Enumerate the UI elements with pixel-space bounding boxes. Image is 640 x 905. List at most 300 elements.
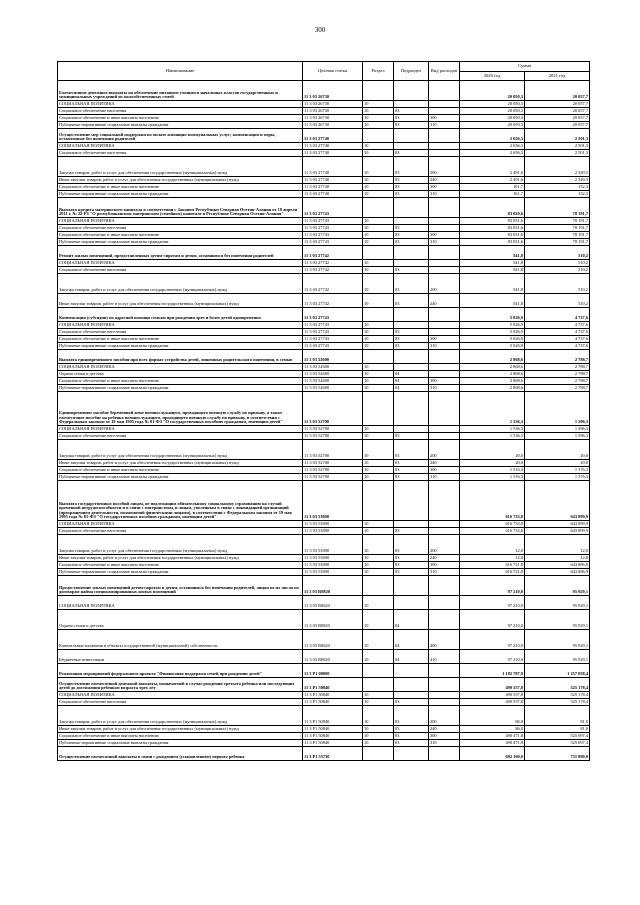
row-section: 10 bbox=[363, 433, 394, 440]
row-sum-year-1: 541,8 bbox=[460, 267, 525, 274]
row-sum-year-2: 510,2 bbox=[525, 260, 590, 267]
row-article: 11 3 03 R0820 bbox=[303, 650, 363, 664]
row-article: 11 3 03 52600 bbox=[303, 378, 363, 385]
row-expense-type bbox=[429, 528, 460, 535]
row-sum-year-1: 541,8 bbox=[460, 260, 525, 267]
row-article: 11 3 03 27743 bbox=[303, 198, 363, 218]
table-row bbox=[58, 232, 590, 239]
row-sum-year-2: 1 576,3 bbox=[525, 474, 590, 481]
table-row bbox=[58, 177, 590, 184]
row-subsection: 03 bbox=[394, 108, 429, 115]
row-article: 11 3 03 26730 bbox=[303, 108, 363, 115]
row-name: Публичные нормативные социальные выплаты гражданам bbox=[58, 343, 303, 350]
table-row bbox=[58, 692, 590, 699]
row-expense-type bbox=[429, 198, 460, 218]
row-expense-type: 240 bbox=[429, 726, 460, 733]
row-sum-year-2: 95 929,1 bbox=[525, 576, 590, 596]
row-expense-type: 310 bbox=[429, 474, 460, 481]
row-sum-year-2: 20,0 bbox=[525, 460, 590, 467]
row-article: 11 3 P1 50840 bbox=[303, 678, 363, 692]
row-sum-year-2: 78 191,7 bbox=[525, 225, 590, 232]
row-section: 10 bbox=[363, 122, 394, 129]
row-sum-year-2: 95 929,1 bbox=[525, 610, 590, 630]
row-sum-year-2: 525 178,4 bbox=[525, 678, 590, 692]
row-section: 10 bbox=[363, 440, 394, 460]
row-name: Социальное обеспечение и иные выплаты населению bbox=[58, 336, 303, 343]
row-section: 10 bbox=[363, 535, 394, 555]
table-row bbox=[58, 336, 590, 343]
row-article: 11 3 03 27742 bbox=[303, 274, 363, 294]
row-sum-year-1: 83 031,6 bbox=[460, 239, 525, 246]
row-section: 10 bbox=[363, 610, 394, 630]
row-name: Выплата кредита материнского капитала в соответствии с Законом Республики Северная Осетия-Алания от 18 апреля 2011 г. № 22-РЗ "О республиканском материнском (семейном) капитале в Республике Северная Осетия-Алания" bbox=[58, 198, 303, 218]
row-subsection: 03 bbox=[394, 555, 429, 562]
row-sum-year-1: 541,8 bbox=[460, 246, 525, 260]
row-article: 11 3 P1 00000 bbox=[303, 664, 363, 678]
row-section: 10 bbox=[363, 385, 394, 392]
row-expense-type: 300 bbox=[429, 232, 460, 239]
row-name: Публичные нормативные социальные выплаты гражданам bbox=[58, 474, 303, 481]
row-expense-type: 310 bbox=[429, 239, 460, 246]
row-sum-year-1: 20,0 bbox=[460, 460, 525, 467]
table-row bbox=[58, 699, 590, 706]
row-article: 11 3 03 27742 bbox=[303, 267, 363, 274]
row-expense-type bbox=[429, 260, 460, 267]
row-name: Компенсации (субсидии) по адресной помощи семьям при рождении трех и более детей одновременно bbox=[58, 308, 303, 322]
row-subsection: 04 bbox=[394, 630, 429, 650]
row-name: Выплата единовременного пособия при всех формах устройства детей, лишенных родительского попечения, в семью bbox=[58, 350, 303, 364]
table-row bbox=[58, 569, 590, 576]
row-sum-year-2: 12,0 bbox=[525, 535, 590, 555]
row-subsection: 03 bbox=[394, 726, 429, 733]
row-expense-type bbox=[429, 747, 460, 761]
row-name: Осуществление ежемесячной выплаты в связи с рождением (усыновлением) первого ребенка bbox=[58, 747, 303, 761]
table-row bbox=[58, 678, 590, 692]
table-row bbox=[58, 426, 590, 433]
row-name: Охрана семьи и детства bbox=[58, 610, 303, 630]
row-sum-year-2: 95 929,1 bbox=[525, 650, 590, 664]
table-row bbox=[58, 747, 590, 761]
row-section bbox=[363, 481, 394, 521]
row-expense-type bbox=[429, 521, 460, 528]
row-subsection bbox=[394, 692, 429, 699]
row-section: 10 bbox=[363, 596, 394, 610]
row-section: 10 bbox=[363, 699, 394, 706]
row-subsection: 04 bbox=[394, 378, 429, 385]
row-sum-year-1: 1 536,3 bbox=[460, 426, 525, 433]
row-article: 11 3 03 27743 bbox=[303, 232, 363, 239]
row-name: СОЦИАЛЬНАЯ ПОЛИТИКА bbox=[58, 101, 303, 108]
row-name: Социальное обеспечение и иные выплаты населению bbox=[58, 378, 303, 385]
row-name: Социальное обеспечение и иные выплаты населению bbox=[58, 184, 303, 191]
table-row bbox=[58, 385, 590, 392]
row-expense-type bbox=[429, 576, 460, 596]
table-row bbox=[58, 218, 590, 225]
row-subsection: 03 bbox=[394, 569, 429, 576]
row-subsection: 03 bbox=[394, 699, 429, 706]
row-expense-type bbox=[429, 129, 460, 143]
row-name: Социальное обеспечение и иные выплаты населению bbox=[58, 232, 303, 239]
row-expense-type bbox=[429, 364, 460, 371]
row-name: Социальное обеспечение населения bbox=[58, 528, 303, 535]
row-expense-type bbox=[429, 392, 460, 426]
row-article: 11 3 03 52700 bbox=[303, 433, 363, 440]
row-sum-year-1: 5 026,9 bbox=[460, 322, 525, 329]
row-name: Социальное обеспечение и иные выплаты населению bbox=[58, 733, 303, 740]
row-sum-year-2: 95 929,1 bbox=[525, 630, 590, 650]
row-expense-type bbox=[429, 350, 460, 364]
table-row bbox=[58, 329, 590, 336]
row-section: 10 bbox=[363, 467, 394, 474]
row-expense-type bbox=[429, 143, 460, 150]
row-name: Социальное обеспечение и иные выплаты населению bbox=[58, 467, 303, 474]
row-expense-type: 300 bbox=[429, 115, 460, 122]
row-sum-year-1: 616 733,8 bbox=[460, 521, 525, 528]
row-sum-year-1: 2 868,6 bbox=[460, 378, 525, 385]
table-row bbox=[58, 467, 590, 474]
table-row bbox=[58, 122, 590, 129]
row-expense-type bbox=[429, 108, 460, 115]
row-name: Предоставление жилых помещений детям-сиротам и детям, оставшимся без попечения родителей, лицам из их числа по договорам найма специализированных жилых помещений bbox=[58, 576, 303, 596]
header-year-2: 2021 год bbox=[525, 72, 590, 81]
row-subsection: 03 bbox=[394, 433, 429, 440]
row-sum-year-1: 20 050,3 bbox=[460, 108, 525, 115]
table-row bbox=[58, 433, 590, 440]
row-sum-year-2: 20 057,7 bbox=[525, 122, 590, 129]
table-row bbox=[58, 726, 590, 733]
row-section: 10 bbox=[363, 474, 394, 481]
row-section: 10 bbox=[363, 150, 394, 157]
row-subsection bbox=[394, 308, 429, 322]
row-name: СОЦИАЛЬНАЯ ПОЛИТИКА bbox=[58, 143, 303, 150]
row-expense-type: 240 bbox=[429, 294, 460, 308]
row-sum-year-2: 2 788,7 bbox=[525, 385, 590, 392]
row-sum-year-1: 1 516,3 bbox=[460, 467, 525, 474]
row-sum-year-1: 83 031,6 bbox=[460, 218, 525, 225]
row-sum-year-2: 510,2 bbox=[525, 274, 590, 294]
row-sum-year-1: 2 656,3 bbox=[460, 129, 525, 143]
row-sum-year-1: 1 536,3 bbox=[460, 392, 525, 426]
row-expense-type bbox=[429, 150, 460, 157]
table-row bbox=[58, 115, 590, 122]
row-expense-type bbox=[429, 101, 460, 108]
row-sum-year-1: 2 868,6 bbox=[460, 371, 525, 378]
row-subsection bbox=[394, 81, 429, 101]
row-sum-year-2: 1 257 058,4 bbox=[525, 664, 590, 678]
row-article: 11 3 03 27743 bbox=[303, 343, 363, 350]
row-sum-year-1: 83 020,6 bbox=[460, 198, 525, 218]
row-section bbox=[363, 308, 394, 322]
row-section: 10 bbox=[363, 569, 394, 576]
row-article: 11 3 03 27742 bbox=[303, 260, 363, 267]
row-sum-year-1: 1 516,3 bbox=[460, 474, 525, 481]
row-subsection: 03 bbox=[394, 225, 429, 232]
row-sum-year-2: 525 097,4 bbox=[525, 740, 590, 747]
row-expense-type bbox=[429, 664, 460, 678]
row-subsection: 03 bbox=[394, 150, 429, 157]
table-row bbox=[58, 157, 590, 177]
row-section: 10 bbox=[363, 740, 394, 747]
row-expense-type: 200 bbox=[429, 706, 460, 726]
row-expense-type: 300 bbox=[429, 336, 460, 343]
table-row bbox=[58, 260, 590, 267]
row-subsection: 04 bbox=[394, 650, 429, 664]
row-sum-year-1: 616 733,8 bbox=[460, 528, 525, 535]
row-sum-year-1: 5 026,9 bbox=[460, 329, 525, 336]
row-name: Закупка товаров, работ и услуг для обеспечения государственных (муниципальных) нужд bbox=[58, 157, 303, 177]
row-subsection: 03 bbox=[394, 122, 429, 129]
row-sum-year-2: 2 349,5 bbox=[525, 157, 590, 177]
row-article: 11 3 03 52600 bbox=[303, 385, 363, 392]
row-subsection: 03 bbox=[394, 184, 429, 191]
row-subsection bbox=[394, 246, 429, 260]
row-subsection bbox=[394, 426, 429, 433]
row-subsection: 03 bbox=[394, 329, 429, 336]
row-section: 10 bbox=[363, 101, 394, 108]
row-subsection bbox=[394, 481, 429, 521]
row-section: 10 bbox=[363, 294, 394, 308]
row-section: 10 bbox=[363, 143, 394, 150]
table-row bbox=[58, 322, 590, 329]
row-sum-year-2: 2 501,3 bbox=[525, 150, 590, 157]
row-article: 11 3 P1 50840 bbox=[303, 740, 363, 747]
row-sum-year-2: 4 737,6 bbox=[525, 343, 590, 350]
row-article: 11 3 03 52600 bbox=[303, 364, 363, 371]
row-subsection bbox=[394, 747, 429, 761]
row-sum-year-1: 541,8 bbox=[460, 274, 525, 294]
row-expense-type: 310 bbox=[429, 385, 460, 392]
row-expense-type bbox=[429, 308, 460, 322]
row-subsection: 03 bbox=[394, 528, 429, 535]
row-name: Бюджетные инвестиции bbox=[58, 650, 303, 664]
row-subsection bbox=[394, 198, 429, 218]
row-name: Единовременное пособие беременной жене военнослужащего, проходящего военную службу по призыву, а также ежемесячное пособие на ребенка военнослужащего, проходящего военную службу по призыву, в соответствии с Федеральным законом от 19 мая 1995 года № 81-ФЗ "О государственных пособиях гражданам, имеющим детей" bbox=[58, 392, 303, 426]
row-article: 11 3 03 27740 bbox=[303, 191, 363, 198]
row-sum-year-2: 20 057,7 bbox=[525, 115, 590, 122]
table-row bbox=[58, 267, 590, 274]
table-row bbox=[58, 596, 590, 610]
table-row bbox=[58, 350, 590, 364]
row-subsection: 03 bbox=[394, 336, 429, 343]
table-row bbox=[58, 535, 590, 555]
row-expense-type bbox=[429, 678, 460, 692]
row-section: 10 bbox=[363, 218, 394, 225]
row-section bbox=[363, 81, 394, 101]
row-sum-year-2: 4 737,6 bbox=[525, 336, 590, 343]
row-sum-year-1: 83 031,6 bbox=[460, 225, 525, 232]
row-expense-type: 200 bbox=[429, 157, 460, 177]
row-sum-year-2: 152,3 bbox=[525, 184, 590, 191]
row-expense-type: 300 bbox=[429, 378, 460, 385]
row-name: Социальное обеспечение населения bbox=[58, 267, 303, 274]
row-sum-year-1: 5 026,9 bbox=[460, 336, 525, 343]
row-article: 11 3 03 27743 bbox=[303, 225, 363, 232]
table-row bbox=[58, 364, 590, 371]
table-row bbox=[58, 184, 590, 191]
row-article: 11 3 03 53800 bbox=[303, 481, 363, 521]
row-sum-year-1: 616 721,8 bbox=[460, 569, 525, 576]
row-sum-year-2: 20 057,7 bbox=[525, 81, 590, 101]
row-sum-year-1: 490 557,8 bbox=[460, 699, 525, 706]
table-row bbox=[58, 198, 590, 218]
row-expense-type: 310 bbox=[429, 569, 460, 576]
row-section: 10 bbox=[363, 630, 394, 650]
row-article: 11 3 P1 50840 bbox=[303, 706, 363, 726]
header-name: Наименование bbox=[58, 62, 303, 81]
row-sum-year-1: 490 557,8 bbox=[460, 692, 525, 699]
row-subsection bbox=[394, 322, 429, 329]
row-section: 10 bbox=[363, 329, 394, 336]
row-section bbox=[363, 576, 394, 596]
table-row bbox=[58, 650, 590, 664]
row-expense-type: 200 bbox=[429, 440, 460, 460]
table-row bbox=[58, 474, 590, 481]
table-body bbox=[58, 81, 590, 761]
row-article: 11 3 03 26730 bbox=[303, 122, 363, 129]
row-name: СОЦИАЛЬНАЯ ПОЛИТИКА bbox=[58, 692, 303, 699]
row-subsection bbox=[394, 129, 429, 143]
row-sum-year-1: 97 210,0 bbox=[460, 650, 525, 664]
row-section bbox=[363, 747, 394, 761]
row-article: 11 3 03 R0820 bbox=[303, 610, 363, 630]
table-row bbox=[58, 706, 590, 726]
row-name: СОЦИАЛЬНАЯ ПОЛИТИКА bbox=[58, 218, 303, 225]
row-expense-type bbox=[429, 692, 460, 699]
row-subsection: 03 bbox=[394, 232, 429, 239]
row-name: Капитальные вложения в объекты государственной (муниципальной) собственности bbox=[58, 630, 303, 650]
table-row bbox=[58, 562, 590, 569]
row-subsection bbox=[394, 350, 429, 364]
row-name: Социальное обеспечение населения bbox=[58, 699, 303, 706]
row-sum-year-1: 83 031,6 bbox=[460, 232, 525, 239]
row-sum-year-2: 525 178,4 bbox=[525, 692, 590, 699]
row-article: 11 3 03 53800 bbox=[303, 555, 363, 562]
row-article: 11 3 03 27743 bbox=[303, 322, 363, 329]
row-sum-year-2: 4 737,6 bbox=[525, 329, 590, 336]
row-name: Иные закупки товаров, работ и услуг для обеспечения государственных (муниципальных) нужд bbox=[58, 177, 303, 184]
table-row bbox=[58, 481, 590, 521]
row-sum-year-2: 510,2 bbox=[525, 294, 590, 308]
row-sum-year-1: 490 471,8 bbox=[460, 733, 525, 740]
row-sum-year-1: 616 721,8 bbox=[460, 562, 525, 569]
row-section: 10 bbox=[363, 364, 394, 371]
row-article: 11 3 03 52700 bbox=[303, 467, 363, 474]
row-sum-year-1: 86,0 bbox=[460, 726, 525, 733]
row-article: 11 3 03 52600 bbox=[303, 350, 363, 364]
row-sum-year-2: 2 788,7 bbox=[525, 371, 590, 378]
row-sum-year-2: 643 899,9 bbox=[525, 521, 590, 528]
row-name: Социальное обеспечение и иные выплаты населению bbox=[58, 562, 303, 569]
row-article: 11 3 03 27742 bbox=[303, 294, 363, 308]
row-article: 11 3 03 27743 bbox=[303, 329, 363, 336]
row-subsection bbox=[394, 596, 429, 610]
row-expense-type: 200 bbox=[429, 274, 460, 294]
row-section: 10 bbox=[363, 528, 394, 535]
row-expense-type: 400 bbox=[429, 630, 460, 650]
row-subsection: 03 bbox=[394, 115, 429, 122]
row-name: Иные закупки товаров, работ и услуг для обеспечения государственных (муниципальных) нужд bbox=[58, 555, 303, 562]
row-article: 11 3 03 27742 bbox=[303, 246, 363, 260]
row-sum-year-1: 5 026,9 bbox=[460, 343, 525, 350]
row-article: 11 3 03 52700 bbox=[303, 440, 363, 460]
row-subsection: 03 bbox=[394, 177, 429, 184]
row-expense-type bbox=[429, 329, 460, 336]
row-section: 10 bbox=[363, 336, 394, 343]
row-article: 11 3 03 53800 bbox=[303, 535, 363, 555]
row-expense-type: 240 bbox=[429, 177, 460, 184]
row-section bbox=[363, 198, 394, 218]
row-section bbox=[363, 129, 394, 143]
row-section: 10 bbox=[363, 274, 394, 294]
row-section: 10 bbox=[363, 371, 394, 378]
row-subsection: 03 bbox=[394, 267, 429, 274]
row-section bbox=[363, 664, 394, 678]
row-sum-year-2: 1 596,3 bbox=[525, 426, 590, 433]
row-sum-year-2: 78 191,7 bbox=[525, 232, 590, 239]
row-article: 11 3 03 53800 bbox=[303, 569, 363, 576]
row-sum-year-2: 78 191,7 bbox=[525, 218, 590, 225]
row-expense-type: 200 bbox=[429, 535, 460, 555]
table-row bbox=[58, 143, 590, 150]
table-row bbox=[58, 101, 590, 108]
row-subsection: 04 bbox=[394, 385, 429, 392]
row-section: 10 bbox=[363, 733, 394, 740]
row-section: 10 bbox=[363, 225, 394, 232]
table-row bbox=[58, 555, 590, 562]
row-name: Публичные нормативные социальные выплаты гражданам bbox=[58, 740, 303, 747]
row-sum-year-2: 643 899,9 bbox=[525, 481, 590, 521]
row-article: 11 3 03 26730 bbox=[303, 115, 363, 122]
row-expense-type bbox=[429, 426, 460, 433]
page-number: 300 bbox=[314, 26, 326, 34]
row-name: Социальное обеспечение населения bbox=[58, 433, 303, 440]
row-article: 11 3 03 53800 bbox=[303, 521, 363, 528]
header-expense-type: Вид расходов bbox=[429, 62, 460, 81]
row-article: 11 3 03 52700 bbox=[303, 460, 363, 467]
row-sum-year-1: 1 182 787,9 bbox=[460, 664, 525, 678]
row-sum-year-1: 12,0 bbox=[460, 535, 525, 555]
budget-table bbox=[57, 61, 590, 761]
row-expense-type: 300 bbox=[429, 467, 460, 474]
row-name: Публичные нормативные социальные выплаты гражданам bbox=[58, 385, 303, 392]
row-sum-year-2: 152,3 bbox=[525, 191, 590, 198]
row-subsection: 04 bbox=[394, 610, 429, 630]
row-expense-type bbox=[429, 225, 460, 232]
row-section: 10 bbox=[363, 232, 394, 239]
row-sum-year-1: 97 210,0 bbox=[460, 630, 525, 650]
header-article: Целевая статья bbox=[303, 62, 363, 81]
table-row bbox=[58, 528, 590, 535]
row-sum-year-1: 692 160,0 bbox=[460, 747, 525, 761]
row-expense-type: 300 bbox=[429, 184, 460, 191]
row-sum-year-1: 2 491,6 bbox=[460, 157, 525, 177]
row-section: 10 bbox=[363, 322, 394, 329]
row-sum-year-2: 20,0 bbox=[525, 440, 590, 460]
row-sum-year-2: 525 097,4 bbox=[525, 733, 590, 740]
row-subsection: 04 bbox=[394, 371, 429, 378]
row-section bbox=[363, 246, 394, 260]
row-expense-type bbox=[429, 218, 460, 225]
row-article: 11 3 03 27743 bbox=[303, 239, 363, 246]
row-sum-year-2: 643 899,9 bbox=[525, 528, 590, 535]
row-sum-year-1: 490 471,8 bbox=[460, 740, 525, 747]
row-name: Публичные нормативные социальные выплаты гражданам bbox=[58, 122, 303, 129]
row-sum-year-2: 731 880,0 bbox=[525, 747, 590, 761]
header-subsection: Подраздел bbox=[394, 62, 429, 81]
row-sum-year-2: 2 788,7 bbox=[525, 350, 590, 364]
row-article: 11 3 03 R0820 bbox=[303, 596, 363, 610]
row-sum-year-1: 161,7 bbox=[460, 191, 525, 198]
